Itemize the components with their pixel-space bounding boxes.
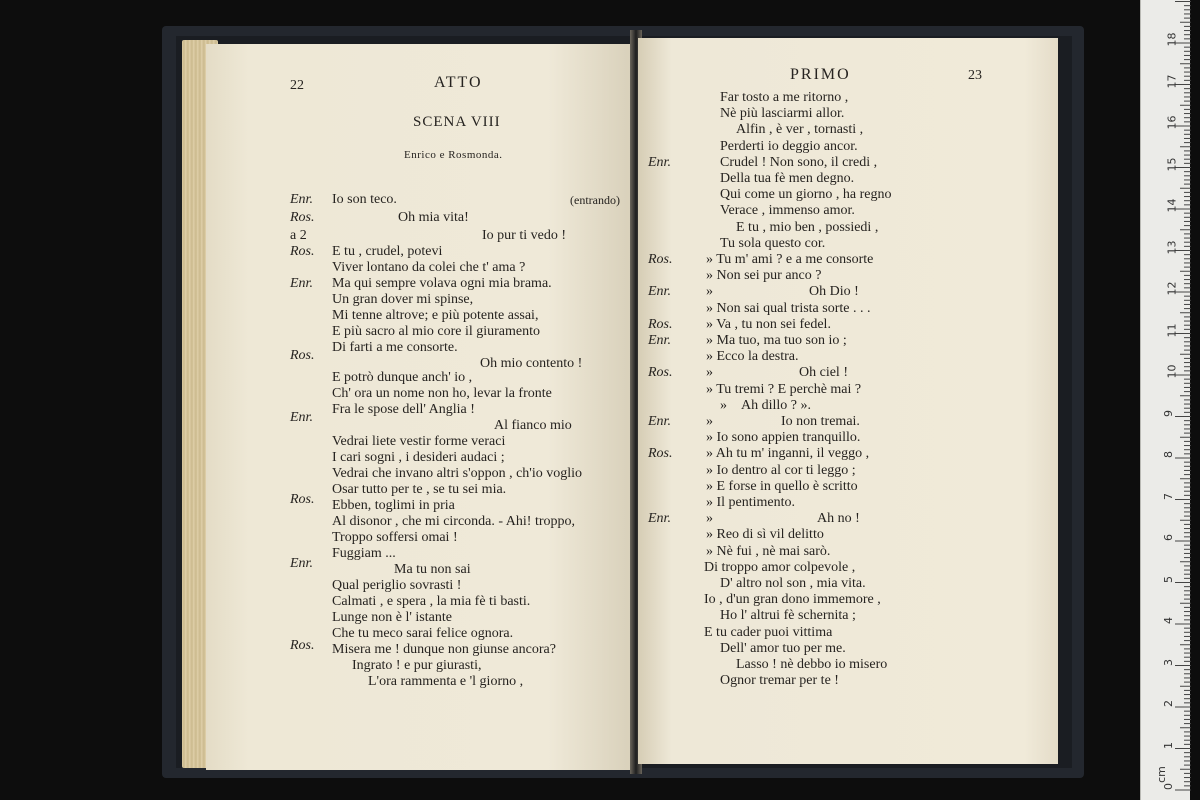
text-line: E più sacro al mio core il giuramento	[332, 324, 540, 339]
text-line: » Nè fui , nè mai sarò.	[706, 543, 831, 559]
speaker-label: Enr.	[290, 556, 313, 571]
text-line: Io , d'un gran dono immemore ,	[704, 592, 881, 608]
text-line: » Ecco la destra.	[706, 349, 799, 365]
text-line: Troppo soffersi omai !	[332, 530, 458, 545]
text-line: Tu sola questo cor.	[720, 235, 826, 251]
text-line: Oh mia vita!	[398, 210, 469, 225]
text-line: Verace , immenso amor.	[720, 203, 855, 219]
text-line: Ho l' altrui fè schernita ;	[720, 608, 856, 624]
text-line: Fuggiam ...	[332, 546, 396, 561]
text-line: Perderti io deggio ancor.	[720, 138, 858, 154]
ruler-number: 0	[1162, 783, 1175, 790]
text-line: E tu cader puoi vittima	[704, 624, 833, 640]
running-header: PRIMO	[790, 66, 851, 83]
text-line: Far tosto a me ritorno ,	[720, 90, 849, 105]
text-line: Osar tutto per te , se tu sei mia.	[332, 482, 507, 497]
text-line: » Ah dillo ? ».	[720, 397, 811, 413]
page-number: 22	[290, 78, 304, 93]
speaker-label: Ros.	[290, 638, 315, 653]
speaker-label: Enr.	[290, 410, 313, 425]
text-line: Ch' ora un nome non ho, levar la fronte	[332, 386, 552, 401]
text-line: Ebben, toglimi in pria	[332, 498, 455, 513]
ruler-number: 10	[1165, 364, 1179, 379]
speaker-label: Ros.	[648, 446, 673, 462]
text-line: » Tu m' ami ? e a me consorte	[706, 252, 874, 267]
page-number: 23	[968, 68, 982, 83]
text-line: L'ora rammenta e 'l giorno ,	[368, 674, 524, 689]
text-line: Ognor tremar per te !	[720, 673, 839, 689]
text-line: Ma qui sempre volava ogni mia brama.	[332, 276, 552, 291]
speaker-label: Enr.	[290, 276, 313, 291]
speaker-label: Enr.	[290, 192, 313, 207]
speaker-label: Ros.	[648, 365, 673, 381]
ruler-number: 11	[1165, 323, 1179, 337]
speaker-label: Ros.	[290, 210, 315, 225]
text-line: Alfin , è ver , tornasti ,	[736, 122, 864, 138]
text-line: Nè più lasciarmi allor.	[720, 106, 845, 122]
ruler-number: 6	[1162, 534, 1175, 541]
speaker-label: Ros.	[290, 348, 315, 363]
right-page	[638, 38, 1058, 764]
text-line: Calmati , e spera , la mia fè ti basti.	[332, 594, 531, 609]
ruler-number: 18	[1165, 32, 1179, 47]
text-line: Lasso ! nè debbo io misero	[736, 657, 888, 672]
text-line: Ingrato ! e pur giurasti,	[352, 658, 482, 673]
text-line: E tu , crudel, potevi	[332, 244, 443, 259]
text-line: Io son teco.	[332, 192, 397, 207]
text-line: Oh mio contento !	[480, 356, 583, 371]
speaker-label: a 2	[290, 228, 307, 243]
speaker-label: Ros.	[648, 252, 673, 267]
text-line: Io pur ti vedo !	[482, 228, 566, 243]
text-line: Dell' amor tuo per me.	[720, 640, 846, 656]
ruler-number: 5	[1162, 575, 1175, 583]
text-line: Mi tenne altrove; e più potente assai,	[332, 308, 539, 323]
text-line: Qual periglio sovrasti !	[332, 578, 462, 593]
text-line: » Va , tu non sei fedel.	[706, 316, 831, 332]
speaker-label: Ros.	[648, 316, 673, 332]
text-line: Misera me ! dunque non giunse ancora?	[332, 642, 556, 657]
ruler-number: 2	[1162, 700, 1175, 707]
ruler-number: 3	[1162, 658, 1175, 666]
text-line: Vedrai liete vestir forme veraci	[332, 434, 506, 449]
ruler-number: 12	[1165, 281, 1179, 296]
text-line: I cari sogni , i desideri audaci ;	[332, 450, 505, 465]
ruler-number: 8	[1162, 451, 1175, 458]
text-line: Qui come un giorno , ha regno	[720, 187, 892, 203]
text-line: » Ma tuo, ma tuo son io ;	[706, 333, 847, 348]
text-line: » Reo di sì vil delitto	[706, 527, 824, 543]
text-line: » E forse in quello è scritto	[706, 478, 858, 494]
text-line: » Il pentimento.	[706, 495, 796, 510]
text-line: Che tu meco sarai felice ognora.	[332, 626, 514, 641]
text-line: Vedrai che invano altri s'oppon , ch'io voglio	[332, 466, 582, 481]
text-line: Un gran dover mi spinse,	[332, 292, 474, 307]
ruler-number: 13	[1165, 240, 1179, 254]
text-line: » Oh Dio !	[706, 284, 859, 300]
running-header: ATTO	[434, 74, 483, 91]
text-line: E tu , mio ben , possiedi ,	[736, 219, 879, 235]
characters-line: Enrico e Rosmonda.	[404, 149, 503, 161]
speaker-label: Enr.	[648, 511, 671, 527]
text-line: E potrò dunque anch' io ,	[332, 370, 473, 385]
ruler-number: 15	[1165, 157, 1179, 171]
text-line: » Io non tremai.	[706, 414, 860, 429]
text-line: Lunge non è l' istante	[332, 610, 452, 625]
ruler-unit-label: cm	[1154, 766, 1168, 783]
speaker-label: Enr.	[648, 333, 671, 348]
speaker-label: Ros.	[290, 492, 315, 507]
speaker-label: Enr.	[648, 284, 671, 300]
ruler-number: 16	[1165, 115, 1179, 130]
text-line: » Io sono appien tranquillo.	[706, 430, 861, 446]
measurement-ruler	[1140, 0, 1190, 800]
speaker-label: Enr.	[648, 154, 671, 170]
text-line: Fra le spose dell' Anglia !	[332, 402, 475, 417]
ruler-number: 7	[1162, 492, 1175, 500]
speaker-label: Enr.	[648, 414, 671, 429]
text-line: » Non sei pur anco ?	[706, 268, 822, 284]
text-line: » Ah no !	[706, 511, 860, 527]
text-line: Al disonor , che mi circonda. - Ahi! troppo,	[332, 514, 576, 529]
text-line: Di troppo amor colpevole ,	[704, 559, 856, 575]
text-line: » Oh ciel !	[706, 365, 848, 381]
text-line: Della tua fè men degno.	[720, 171, 855, 186]
text-line: (entrando)	[570, 193, 620, 207]
text-line: Al fianco mio	[494, 418, 572, 433]
text-line: D' altro nol son , mia vita.	[720, 576, 866, 591]
text-line: Crudel ! Non sono, il credi ,	[720, 154, 878, 170]
scene-title: SCENA VIII	[413, 114, 501, 130]
ruler-number: 9	[1162, 409, 1175, 417]
ruler-number: 17	[1165, 74, 1179, 88]
text-line: Ma tu non sai	[394, 562, 471, 577]
text-line: » Tu tremi ? E perchè mai ?	[706, 381, 862, 397]
ruler-number: 14	[1165, 198, 1179, 213]
text-line: » Ah tu m' inganni, il veggo ,	[706, 446, 870, 462]
text-line: » Io dentro al cor ti leggo ;	[706, 462, 856, 478]
text-line: Viver lontano da colei che t' ama ?	[332, 260, 526, 275]
left-page	[206, 44, 634, 770]
ruler-number: 1	[1162, 741, 1175, 749]
speaker-label: Ros.	[290, 244, 315, 259]
text-line: » Non sai qual trista sorte . . .	[706, 300, 871, 316]
ruler-number: 4	[1162, 617, 1175, 624]
text-line: Di farti a me consorte.	[332, 340, 458, 355]
